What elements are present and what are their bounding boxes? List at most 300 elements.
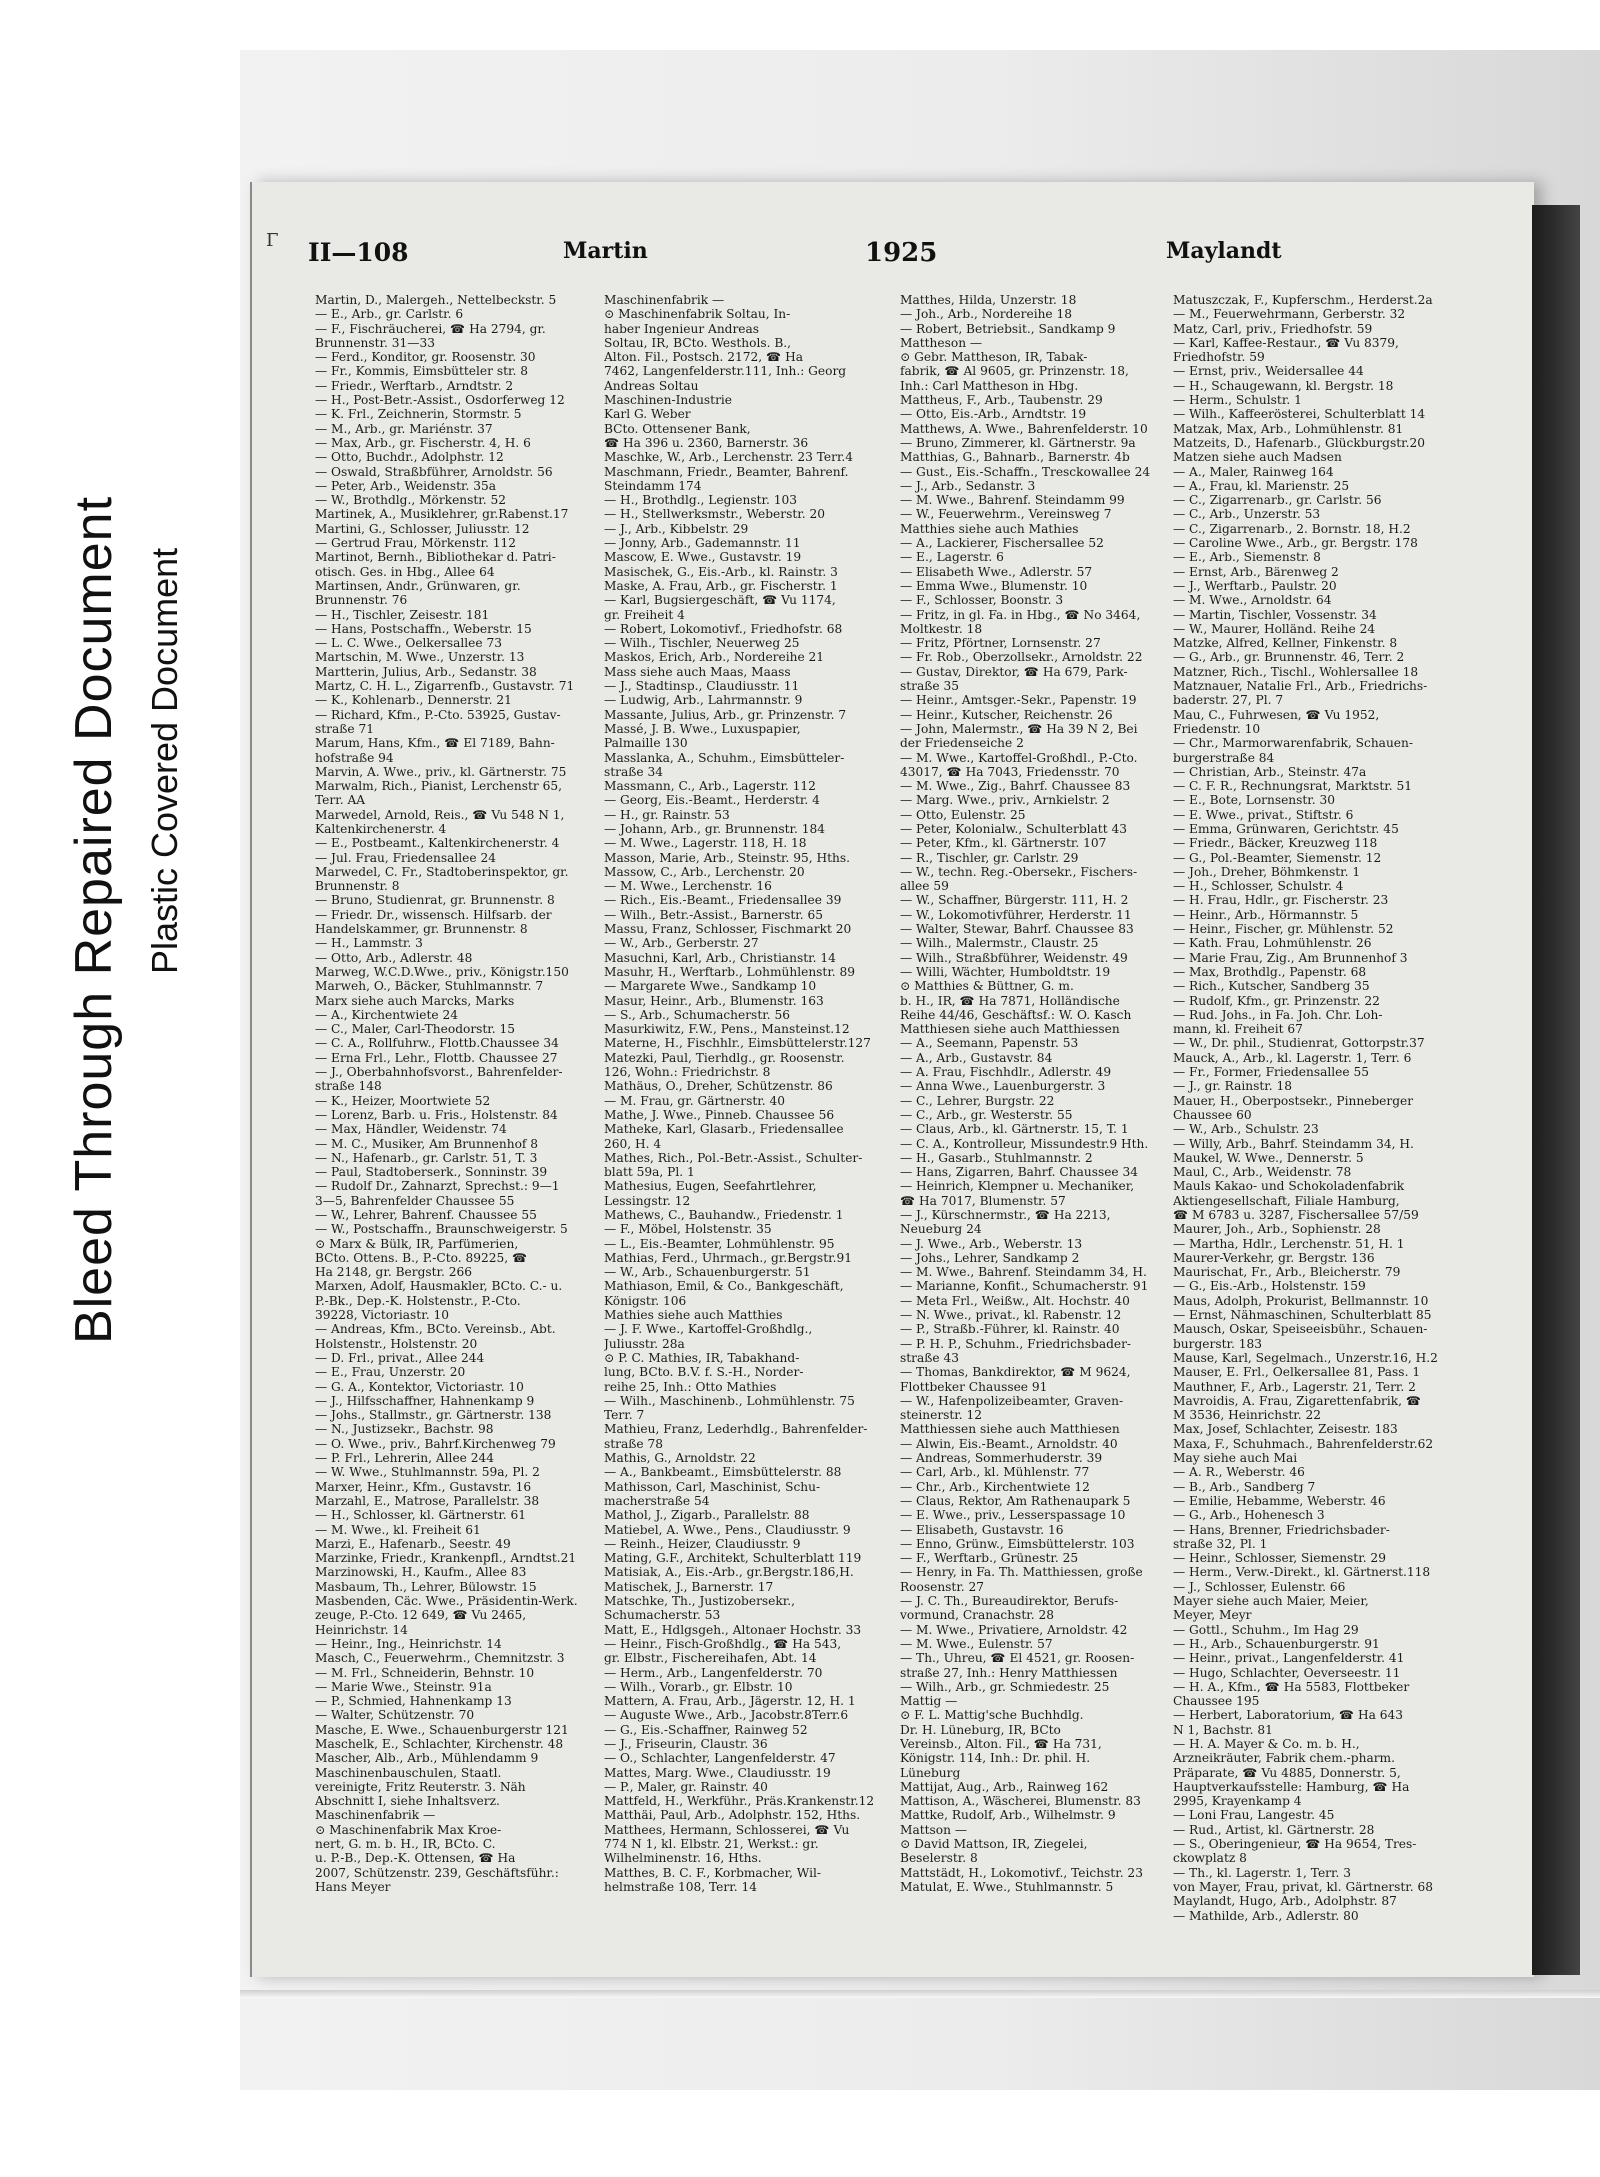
- directory-entry-line: — K., Heizer, Moortwiete 52: [315, 1093, 491, 1108]
- directory-entry-line: Massow, C., Arb., Lerchenstr. 20: [604, 864, 805, 879]
- directory-entry-line: hofstraße 94: [315, 750, 394, 765]
- directory-entry-line: — C. A., Rollfuhrw., Flottb.Chaussee 34: [315, 1036, 559, 1051]
- directory-entry-line: u. P.-B., Dep.-K. Ottensen, ☎ Ha: [315, 1851, 516, 1866]
- directory-entry-line: — E., Arb., Siemenstr. 8: [1173, 550, 1321, 565]
- directory-entry-line: Hauptverkaufsstelle: Hamburg, ☎ Ha: [1173, 1779, 1410, 1794]
- directory-entry-line: straße 43: [900, 1350, 959, 1365]
- directory-entry-line: Martinot, Bernh., Bibliothekar d. Patri-: [315, 550, 556, 565]
- directory-entry-line: Masurkiwitz, F.W., Pens., Mansteinst.12: [604, 1022, 850, 1037]
- directory-entry-line: — Hugo, Schlachter, Oeverseestr. 11: [1173, 1665, 1401, 1680]
- directory-entry-line: — Peter, Arb., Weidenstr. 35a: [315, 478, 496, 493]
- directory-entry-line: Mauck, A., Arb., kl. Lagerstr. 1, Terr. 6: [1173, 1050, 1412, 1065]
- directory-entry-line: — Paul, Stadtoberserk., Sonninstr. 39: [315, 1165, 548, 1180]
- directory-entry-line: — Otto, Eis.-Arb., Arndtstr. 19: [900, 407, 1087, 422]
- directory-entry-line: — P., Straßb.-Führer, kl. Rainstr. 40: [900, 1322, 1120, 1337]
- directory-entry-line: — C. F. R., Rechnungsrat, Marktstr. 51: [1173, 779, 1412, 794]
- directory-entry-line: Matezki, Paul, Tierhdlg., gr. Roosenstr.: [604, 1050, 845, 1065]
- directory-entry-line: Roosenstr. 27: [900, 1579, 985, 1594]
- directory-entry-line: — Henry, in Fa. Th. Matthiessen, große: [900, 1565, 1143, 1580]
- directory-entry-line: Mattfeld, H., Werkführ., Präs.Krankenstr.12: [604, 1794, 875, 1809]
- directory-entry-line: Mauls Kakao- und Schokoladenfabrik: [1173, 1179, 1405, 1194]
- directory-entry-line: Mattstädt, H., Lokomotivf., Teichstr. 23: [900, 1865, 1143, 1880]
- directory-entry-line: Palmaille 130: [604, 736, 688, 751]
- directory-entry-line: — E., Bote, Lornsenstr. 30: [1173, 793, 1336, 808]
- directory-entry-line: — Rud., Artist, kl. Gärtnerstr. 28: [1173, 1822, 1375, 1837]
- directory-entry-line: Mathol, J., Zigarb., Parallelstr. 88: [604, 1508, 810, 1523]
- directory-entry-line: Matthiesen siehe auch Matthiessen: [900, 1022, 1120, 1037]
- directory-entry-line: — W., Feuerwehrm., Vereinsweg 7: [900, 507, 1112, 522]
- directory-entry-line: Matschke, Th., Justizobersekr.,: [604, 1594, 795, 1609]
- directory-entry-line: Marx siehe auch Marcks, Marks: [315, 993, 515, 1008]
- directory-entry-line: Mauer, H., Oberpostsekr., Pinneberger: [1173, 1093, 1414, 1108]
- directory-entry-line: — O. Wwe., priv., Bahrf.Kirchenweg 79: [315, 1436, 556, 1451]
- directory-entry-line: — B., Arb., Sandberg 7: [1173, 1479, 1316, 1494]
- directory-entry-line: — Gottl., Schuhm., Im Hag 29: [1173, 1622, 1359, 1637]
- directory-entry-line: — Th., Uhreu, ☎ El 4521, gr. Roosen-: [900, 1651, 1135, 1666]
- directory-entry-line: — Ferd., Konditor, gr. Roosenstr. 30: [315, 350, 536, 365]
- directory-entry-line: Arzneikräuter, Fabrik chem.-pharm.: [1173, 1751, 1395, 1766]
- directory-entry-line: — M. Wwe., Kartoffel-Großhdl., P.-Cto.: [900, 750, 1138, 765]
- directory-entry-line: — H., Gasarb., Stuhlmannstr. 2: [900, 1150, 1093, 1165]
- directory-entry-line: — Gustav, Direktor, ☎ Ha 679, Park-: [900, 664, 1128, 679]
- directory-entry-line: — Heinr., Ing., Heinrichstr. 14: [315, 1636, 502, 1651]
- directory-entry-line: steinerstr. 12: [900, 1408, 983, 1423]
- directory-entry-line: — C., Arb., Unzerstr. 53: [1173, 507, 1321, 522]
- directory-entry-line: Masch, C., Feuerwehrm., Chemnitzstr. 3: [315, 1651, 565, 1666]
- directory-entry-line: Matt, E., Hdlgsgeh., Altonaer Hochstr. 33: [604, 1622, 862, 1637]
- directory-entry-line: — Georg, Eis.-Beamt., Herderstr. 4: [604, 793, 820, 808]
- directory-entry-line: Terr. 7: [604, 1408, 645, 1423]
- directory-entry-line: Matthees, Hermann, Schlosserei, ☎ Vu: [604, 1822, 850, 1837]
- directory-entry-line: — J. Wwe., Arb., Weberstr. 13: [900, 1236, 1083, 1251]
- directory-entry-line: Matzeits, D., Hafenarb., Glückburgstr.20: [1173, 435, 1426, 450]
- directory-entry-line: — Andreas, Kfm., BCto. Vereinsb., Abt.: [315, 1322, 556, 1337]
- directory-entry-line: — Emilie, Hebamme, Weberstr. 46: [1173, 1493, 1386, 1508]
- directory-entry-line: Matiebel, A. Wwe., Pens., Claudiusstr. 9: [604, 1522, 851, 1537]
- directory-entry-line: — A., Arb., Gustavstr. 84: [900, 1050, 1053, 1065]
- directory-entry-line: Marweh, O., Bäcker, Stuhlmannstr. 7: [315, 979, 544, 994]
- directory-entry-line: — Max, Brothdlg., Papenstr. 68: [1173, 964, 1367, 979]
- directory-entry-line: von Mayer, Frau, privat, kl. Gärtnerstr. 68: [1173, 1879, 1434, 1894]
- directory-entry-line: Juliusstr. 28a: [604, 1336, 685, 1351]
- directory-entry-line: Moltkestr. 18: [900, 621, 983, 636]
- directory-entry-line: Brunnenstr. 76: [315, 593, 408, 608]
- directory-entry-line: — Fr., Kommis, Eimsbütteler str. 8: [315, 364, 528, 379]
- directory-entry-line: Masbaum, Th., Lehrer, Bülowstr. 15: [315, 1579, 537, 1594]
- directory-entry-line: — M. Frau, gr. Gärtnerstr. 40: [604, 1093, 785, 1108]
- directory-entry-line: Matznauer, Natalie Frl., Arb., Friedrichs-: [1173, 679, 1428, 694]
- directory-entry-line: Mayer siehe auch Maier, Meier,: [1173, 1594, 1369, 1609]
- directory-entry-line: M 3536, Heinrichstr. 22: [1173, 1408, 1321, 1423]
- directory-entry-line: — Rudolf Dr., Zahnarzt, Sprechst.: 9—1: [315, 1179, 560, 1194]
- corner-mark: Γ: [266, 230, 279, 251]
- directory-entry-line: — R., Tischler, gr. Carlstr. 29: [900, 850, 1079, 865]
- directory-entry-line: Matthies siehe auch Mathies: [900, 521, 1079, 536]
- directory-entry-line: — Gertrud Frau, Mörkenstr. 112: [315, 536, 516, 551]
- directory-entry-line: Reihe 44/46, Geschäftsf.: W. O. Kasch: [900, 1007, 1132, 1022]
- directory-entry-line: — J., Friseurin, Claustr. 36: [604, 1736, 768, 1751]
- directory-entry-line: — W., Maurer, Holländ. Reihe 24: [1173, 621, 1376, 636]
- directory-entry-line: — K., Kohlenarb., Dennerstr. 21: [315, 693, 512, 708]
- directory-entry-line: — Ludwig, Arb., Lahrmannstr. 9: [604, 693, 803, 708]
- directory-entry-line: ⊙ Maschinenfabrik Max Kroe-: [315, 1822, 502, 1837]
- directory-entry-line: b. H., IR, ☎ Ha 7871, Holländische: [900, 993, 1120, 1008]
- directory-entry-line: Mascow, E. Wwe., Gustavstr. 19: [604, 550, 802, 565]
- directory-entry-line: — P., Maler, gr. Rainstr. 40: [604, 1779, 768, 1794]
- directory-entry-line: — Marianne, Konfit., Schumacherstr. 91: [900, 1279, 1149, 1294]
- directory-entry-line: Marwedel, Arnold, Reis., ☎ Vu 548 N 1,: [315, 807, 565, 822]
- directory-entry-line: — Otto, Eulenstr. 25: [900, 807, 1026, 822]
- directory-entry-line: — A. R., Weberstr. 46: [1173, 1465, 1305, 1480]
- directory-entry-line: der Friedenseiche 2: [900, 736, 1024, 751]
- directory-entry-line: Maus, Adolph, Prokurist, Bellmannstr. 10: [1173, 1293, 1429, 1308]
- directory-entry-line: Mathies siehe auch Matthies: [604, 1308, 783, 1323]
- directory-entry-line: Mathesius, Eugen, Seefahrtlehrer,: [604, 1179, 817, 1194]
- directory-entry-line: — Marg. Wwe., priv., Arnkielstr. 2: [900, 793, 1110, 808]
- directory-entry-line: lung, BCto. B.V. f. S.-H., Norder-: [604, 1365, 804, 1380]
- directory-entry-line: — Peter, Kfm., kl. Gärtnerstr. 107: [900, 836, 1107, 851]
- directory-entry-line: Martz, C. H. L., Zigarrenfb., Gustavstr. 71: [315, 679, 575, 694]
- directory-entry-line: — E. Wwe., priv., Lesserspassage 10: [900, 1508, 1126, 1523]
- directory-entry-line: Mattig —: [900, 1694, 958, 1709]
- directory-entry-line: — Fr., Former, Friedensallee 55: [1173, 1065, 1369, 1080]
- directory-entry-line: — Margarete Wwe., Sandkamp 10: [604, 979, 817, 994]
- directory-entry-line: — J., Schlosser, Eulenstr. 66: [1173, 1579, 1346, 1594]
- directory-entry-line: straße 35: [900, 679, 959, 694]
- directory-entry-line: — M., Arb., gr. Mariénstr. 37: [315, 421, 493, 436]
- directory-entry-line: otisch. Ges. in Hbg., Allee 64: [315, 564, 495, 579]
- directory-entry-line: — M. Frl., Schneiderin, Behnstr. 10: [315, 1665, 535, 1680]
- directory-entry-line: — H. A., Kfm., ☎ Ha 5583, Flottbeker: [1173, 1679, 1410, 1694]
- directory-entry-line: Karl G. Weber: [604, 407, 691, 422]
- directory-entry-line: — Richard, Kfm., P.-Cto. 53925, Gustav-: [315, 707, 561, 722]
- directory-entry-line: reihe 25, Inh.: Otto Mathies: [604, 1379, 777, 1394]
- directory-entry-line: ⊙ F. L. Mattig'sche Buchhdlg.: [900, 1708, 1084, 1723]
- directory-entry-line: Mathews, C., Bauhandw., Friedenstr. 1: [604, 1208, 844, 1222]
- directory-entry-line: Brunnenstr. 31—33: [315, 335, 435, 350]
- directory-entry-line: Mathias, Ferd., Uhrmach., gr.Bergstr.91: [604, 1250, 852, 1265]
- directory-entry-line: Heinrichstr. 14: [315, 1622, 408, 1637]
- directory-entry-line: Chaussee 195: [1173, 1694, 1260, 1709]
- directory-entry-line: — Joh., Arb., Nordereihe 18: [900, 307, 1073, 322]
- directory-entry-line: N 1, Bachstr. 81: [1173, 1722, 1273, 1737]
- directory-entry-line: — Max, Arb., gr. Fischerstr. 4, H. 6: [315, 435, 531, 450]
- directory-entry-line: — C., Lehrer, Burgstr. 22: [900, 1093, 1055, 1108]
- directory-entry-line: ⊙ Matthies & Büttner, G. m.: [900, 979, 1074, 994]
- stamp-line-1: Bleed Through Repaired Document: [65, 495, 123, 1345]
- directory-entry-line: ckowplatz 8: [1173, 1851, 1247, 1866]
- directory-entry-line: — Marie Wwe., Steinstr. 91a: [315, 1679, 492, 1694]
- directory-entry-line: Königstr. 106: [604, 1293, 687, 1308]
- directory-entry-line: Maurer, Joh., Arb., Sophienstr. 28: [1173, 1222, 1381, 1237]
- directory-entry-line: straße 32, Pl. 1: [1173, 1536, 1268, 1551]
- directory-entry-line: — H. A. Mayer & Co. m. b. H.,: [1173, 1736, 1360, 1751]
- directory-entry-line: Martini, G., Schlosser, Juliusstr. 12: [315, 521, 530, 536]
- directory-entry-line: Masuhr, H., Werftarb., Lohmühlenstr. 89: [604, 964, 856, 979]
- directory-entry-line: Maschinenfabrik —: [604, 293, 725, 307]
- directory-entry-line: Mattern, A. Frau, Arb., Jägerstr. 12, H. 1: [604, 1694, 856, 1709]
- directory-entry-line: — Karl, Kaffee-Restaur., ☎ Vu 8379,: [1173, 335, 1399, 350]
- directory-entry-line: Matuszczak, F., Kupferschm., Herderst.2a: [1173, 293, 1433, 307]
- directory-entry-line: Marum, Hans, Kfm., ☎ El 7189, Bahn-: [315, 736, 555, 751]
- directory-entry-line: — Wilh., Kaffeerösterei, Schulterblatt 14: [1173, 407, 1426, 422]
- directory-entry-line: — Herm., Arb., Langenfelderstr. 70: [604, 1665, 823, 1680]
- directory-entry-line: — Thomas, Bankdirektor, ☎ M 9624,: [900, 1365, 1131, 1380]
- directory-entry-line: — Heinr., Fischer, gr. Mühlenstr. 52: [1173, 922, 1394, 937]
- directory-entry-line: — Heinrich, Klempner u. Mechaniker,: [900, 1179, 1135, 1194]
- directory-entry-line: Dr. H. Lüneburg, IR, BCto: [900, 1722, 1061, 1737]
- directory-entry-line: — M. Wwe., Arnoldstr. 64: [1173, 593, 1332, 608]
- directory-entry-line: — Rich., Eis.-Beamt., Friedensallee 39: [604, 893, 842, 908]
- header-year: 1925: [865, 238, 938, 268]
- directory-entry-line: — F., Fischräucherei, ☎ Ha 2794, gr.: [315, 321, 546, 336]
- directory-entry-line: gr. Freiheit 4: [604, 607, 685, 622]
- directory-entry-line: Marwedel, C. Fr., Stadtoberinspektor, gr.: [315, 864, 569, 879]
- directory-entry-line: Neueburg 24: [900, 1222, 982, 1237]
- directory-entry-line: burgerstraße 84: [1173, 750, 1275, 765]
- directory-entry-line: — H., Brothdlg., Legienstr. 103: [604, 493, 798, 508]
- directory-entry-line: Masur, Heinr., Arb., Blumenstr. 163: [604, 993, 824, 1008]
- directory-entry-line: — Caroline Wwe., Arb., gr. Bergstr. 178: [1173, 536, 1418, 551]
- directory-entry-line: Mathiason, Emil, & Co., Bankgeschäft,: [604, 1279, 844, 1294]
- directory-entry-line: ☎ Ha 7017, Blumenstr. 57: [900, 1193, 1066, 1208]
- directory-entry-line: — Friedr. Dr., wissensch. Hilfsarb. der: [315, 907, 552, 922]
- directory-entry-line: Marwalm, Rich., Pianist, Lerchenstr 65,: [315, 779, 562, 794]
- directory-entry-line: Massante, Julius, Arb., gr. Prinzenstr. 7: [604, 707, 847, 722]
- directory-entry-line: — W., Lokomotivführer, Herderstr. 11: [900, 907, 1132, 922]
- directory-entry-line: Schumacherstr. 53: [604, 1608, 721, 1623]
- directory-entry-line: Maske, A. Frau, Arb., gr. Fischerstr. 1: [604, 578, 838, 593]
- directory-entry-line: — Chr., Marmorwarenfabrik, Schauen-: [1173, 736, 1413, 751]
- directory-entry-line: Marzinke, Friedr., Krankenpfl., Arndtst.21: [315, 1551, 577, 1566]
- directory-entry-line: Marzahl, E., Matrose, Parallelstr. 38: [315, 1493, 540, 1508]
- directory-entry-line: vormund, Cranachstr. 28: [900, 1608, 1054, 1623]
- directory-entry-line: — P., Schmied, Hahnenkamp 13: [315, 1694, 512, 1709]
- directory-entry-line: Mattheus, F., Arb., Taubenstr. 29: [900, 393, 1103, 408]
- directory-entry-line: Massmann, C., Arb., Lagerstr. 112: [604, 779, 816, 794]
- directory-entry-line: Alton. Fil., Postsch. 2172, ☎ Ha: [604, 350, 803, 365]
- directory-entry-line: — C. A., Kontrolleur, Missundestr.9 Hth.: [900, 1136, 1149, 1151]
- directory-entry-line: — Heinr., Amtsger.-Sekr., Papenstr. 19: [900, 693, 1137, 708]
- directory-entry-line: — H., Stellwerksmstr., Weberstr. 20: [604, 507, 825, 522]
- directory-entry-line: — S., Oberingenieur, ☎ Ha 9654, Tres-: [1173, 1837, 1417, 1852]
- directory-entry-line: — Ernst, Nähmaschinen, Schulterblatt 85: [1173, 1308, 1432, 1323]
- directory-entry-line: — Friedr., Werftarb., Arndtstr. 2: [315, 378, 514, 393]
- directory-entry-line: Mattke, Rudolf, Arb., Wilhelmstr. 9: [900, 1808, 1116, 1823]
- directory-entry-line: zeuge, P.-Cto. 12 649, ☎ Vu 2465,: [315, 1608, 527, 1623]
- directory-entry-line: — M. C., Musiker, Am Brunnenhof 8: [315, 1136, 539, 1151]
- directory-entry-line: — Anna Wwe., Lauenburgerstr. 3: [900, 1079, 1106, 1094]
- directory-entry-line: Andreas Soltau: [604, 378, 699, 393]
- directory-entry-line: Holstenstr., Holstenstr. 20: [315, 1336, 478, 1351]
- directory-entry-line: Mattheson —: [900, 335, 983, 350]
- directory-entry-line: — Kath. Frau, Lohmühlenstr. 26: [1173, 936, 1372, 951]
- directory-entry-line: Martinsen, Andr., Grünwaren, gr.: [315, 578, 521, 593]
- directory-entry-line: Terr. AA: [315, 793, 366, 808]
- directory-entry-line: Friedenstr. 10: [1173, 721, 1261, 736]
- directory-entry-line: — M. Wwe., kl. Freiheit 61: [315, 1522, 481, 1537]
- directory-entry-line: Maschinen-Industrie: [604, 393, 733, 408]
- directory-entry-line: — M. Wwe., Bahrenf. Steindamm 99: [900, 493, 1125, 508]
- directory-entry-line: Materne, H., Fischhlr., Eimsbüttelerstr.127: [604, 1036, 871, 1051]
- directory-entry-line: straße 71: [315, 721, 374, 736]
- directory-column-2: [604, 293, 891, 1965]
- directory-entry-line: Handelskammer, gr. Brunnenstr. 8: [315, 922, 528, 937]
- directory-entry-line: Maurischat, Fr., Arb., Bleicherstr. 79: [1173, 1265, 1401, 1280]
- directory-entry-line: — Herbert, Laboratorium, ☎ Ha 643: [1173, 1708, 1404, 1723]
- directory-entry-line: — Karl, Bugsiergeschäft, ☎ Vu 1174,: [604, 593, 836, 608]
- directory-entry-line: — C., Maler, Carl-Theodorstr. 15: [315, 1022, 516, 1037]
- directory-entry-line: — Joh., Dreher, Böhmkenstr. 1: [1173, 864, 1361, 879]
- directory-entry-line: — Claus, Rektor, Am Rathenaupark 5: [900, 1493, 1131, 1508]
- directory-entry-line: — W., Arb., Gerberstr. 27: [604, 936, 759, 951]
- directory-entry-line: — Elisabeth Wwe., Adlerstr. 57: [900, 564, 1093, 579]
- directory-entry-line: Matzak, Max, Arb., Lohmühlenstr. 81: [1173, 421, 1404, 436]
- directory-entry-line: Ha 2148, gr. Bergstr. 266: [315, 1265, 473, 1280]
- directory-entry-line: Mavroidis, A. Frau, Zigarettenfabrik, ☎: [1173, 1393, 1422, 1408]
- directory-entry-line: — F., Schlosser, Boonstr. 3: [900, 593, 1064, 608]
- directory-entry-line: — Andreas, Sommerhuderstr. 39: [900, 1451, 1103, 1466]
- directory-entry-line: — O., Schlachter, Langenfelderstr. 47: [604, 1751, 836, 1766]
- directory-entry-line: — Otto, Arb., Adlerstr. 48: [315, 950, 473, 965]
- directory-entry-line: Maschinenfabrik —: [315, 1808, 436, 1823]
- directory-entry-line: — Rich., Kutscher, Sandberg 35: [1173, 979, 1370, 994]
- directory-entry-line: — G., Arb., gr. Brunnenstr. 46, Terr. 2: [1173, 650, 1405, 665]
- directory-entry-line: — Hans, Brenner, Friedrichsbader-: [1173, 1522, 1390, 1537]
- directory-entry-line: — W., Lehrer, Bahrenf. Chaussee 55: [315, 1208, 537, 1222]
- directory-entry-line: straße 78: [604, 1436, 663, 1451]
- directory-entry-line: Wilhelminenstr. 16, Hths.: [604, 1851, 762, 1866]
- directory-entry-line: — Walter, Schützenstr. 70: [315, 1708, 475, 1723]
- directory-entry-line: — Mathilde, Arb., Adlerstr. 80: [1173, 1908, 1359, 1923]
- directory-entry-line: baderstr. 27, Pl. 7: [1173, 693, 1284, 708]
- directory-entry-line: Matheke, Karl, Glasarb., Friedensallee: [604, 1122, 844, 1137]
- directory-entry-line: — Johs., Stallmstr., gr. Gärtnerstr. 138: [315, 1408, 552, 1423]
- directory-entry-line: Martschin, M. Wwe., Unzerstr. 13: [315, 650, 525, 665]
- directory-entry-line: Matischek, J., Barnerstr. 17: [604, 1579, 774, 1594]
- directory-entry-line: — Carl, Arb., kl. Mühlenstr. 77: [900, 1465, 1090, 1480]
- directory-entry-line: — Fritz, Pförtner, Lornsenstr. 27: [900, 636, 1101, 651]
- directory-entry-line: — Oswald, Straßbführer, Arnoldstr. 56: [315, 464, 553, 479]
- directory-entry-line: — Alwin, Eis.-Beamt., Arnoldstr. 40: [900, 1436, 1118, 1451]
- directory-entry-line: 2007, Schützenstr. 239, Geschäftsführ.:: [315, 1865, 559, 1880]
- directory-entry-line: — Herm., Schulstr. 1: [1173, 393, 1302, 408]
- directory-entry-line: Marzi, E., Hafenarb., Seestr. 49: [315, 1536, 511, 1551]
- header-last-entry: Maylandt: [1166, 238, 1282, 264]
- directory-entry-line: Meyer, Meyr: [1173, 1608, 1252, 1623]
- directory-entry-line: — Martin, Tischler, Vossenstr. 34: [1173, 607, 1377, 622]
- directory-entry-line: Mathe, J. Wwe., Pinneb. Chaussee 56: [604, 1107, 835, 1122]
- directory-entry-line: — H., Arb., Schauenburgerstr. 91: [1173, 1636, 1380, 1651]
- page-header: [268, 238, 1520, 278]
- directory-entry-line: ⊙ Maschinenfabrik Soltau, In-: [604, 307, 791, 322]
- directory-entry-line: — Hans, Postschaffn., Weberstr. 15: [315, 621, 532, 636]
- scan-bottom-shadow: [240, 1990, 1600, 1998]
- directory-entry-line: gr. Elbstr., Fischereihafen, Abt. 14: [604, 1651, 817, 1666]
- directory-entry-line: allee 59: [900, 879, 949, 894]
- directory-entry-line: ☎ Ha 396 u. 2360, Barnerstr. 36: [604, 435, 809, 450]
- page-binding-edge: [1532, 205, 1580, 1975]
- stamp-line-2: Plastic Covered Document: [144, 547, 185, 975]
- directory-entry-line: ⊙ Marx & Bülk, IR, Parfümerien,: [315, 1236, 519, 1251]
- directory-entry-line: — M. Wwe., Lagerstr. 118, H. 18: [604, 836, 807, 851]
- directory-entry-line: ☎ M 6783 u. 3287, Fischersallee 57/59: [1173, 1208, 1419, 1222]
- page-number: II—108: [308, 238, 409, 267]
- directory-entry-line: macherstraße 54: [604, 1493, 710, 1508]
- directory-entry-line: — Johs., Lehrer, Sandkamp 2: [900, 1250, 1080, 1265]
- directory-entry-line: 260, H. 4: [604, 1136, 662, 1151]
- directory-column-3: [900, 293, 1182, 1965]
- directory-entry-line: — W., Arb., Schulstr. 23: [1173, 1122, 1319, 1137]
- directory-entry-line: — W., Postschaffn., Braunschweigerstr. 5: [315, 1222, 568, 1237]
- directory-entry-line: Mathis, G., Arnoldstr. 22: [604, 1451, 756, 1466]
- directory-entry-line: — G., Arb., Hohenesch 3: [1173, 1508, 1325, 1523]
- directory-entry-line: — N., Justizsekr., Bachstr. 98: [315, 1422, 494, 1437]
- directory-entry-line: Mathäus, O., Dreher, Schützenstr. 86: [604, 1079, 833, 1094]
- directory-entry-line: — Walter, Stewar, Bahrf. Chaussee 83: [900, 922, 1134, 937]
- directory-entry-line: — Heinr., Fisch-Großhdlg., ☎ Ha 543,: [604, 1636, 842, 1651]
- directory-entry-line: Marweg, W.C.D.Wwe., priv., Königstr.150: [315, 964, 569, 979]
- directory-entry-line: — Robert, Betriebsit., Sandkamp 9: [900, 321, 1116, 336]
- directory-entry-line: Maskos, Erich, Arb., Nordereihe 21: [604, 650, 825, 665]
- directory-entry-line: Matthäi, Paul, Arb., Adolphstr. 152, Hths.: [604, 1808, 861, 1823]
- directory-entry-line: Massu, Franz, Schlosser, Fischmarkt 20: [604, 922, 852, 937]
- directory-entry-line: — Jonny, Arb., Gademannstr. 11: [604, 536, 801, 551]
- directory-entry-line: — Willi, Wächter, Humboldtstr. 19: [900, 964, 1111, 979]
- directory-entry-line: burgerstr. 183: [1173, 1336, 1262, 1351]
- directory-entry-line: — Wilh., Vorarb., gr. Elbstr. 10: [604, 1679, 793, 1694]
- directory-entry-line: Matthes, B. C. F., Korbmacher, Wil-: [604, 1865, 822, 1880]
- directory-entry-line: — G., Eis.-Schaffner, Rainweg 52: [604, 1722, 808, 1737]
- directory-entry-line: — H., gr. Rainstr. 53: [604, 807, 730, 822]
- directory-entry-line: Brunnenstr. 8: [315, 879, 400, 894]
- directory-entry-line: Mass siehe auch Maas, Maass: [604, 664, 791, 679]
- directory-entry-line: — A., Lackierer, Fischersallee 52: [900, 536, 1104, 551]
- directory-entry-line: straße 148: [315, 1079, 382, 1094]
- directory-entry-line: straße 27, Inh.: Henry Matthiessen: [900, 1665, 1118, 1680]
- directory-entry-line: — Johann, Arb., gr. Brunnenstr. 184: [604, 821, 825, 836]
- directory-entry-line: Mattson —: [900, 1822, 968, 1837]
- directory-entry-line: — Rudolf, Kfm., gr. Prinzenstr. 22: [1173, 993, 1380, 1008]
- directory-entry-line: — Christian, Arb., Steinstr. 47a: [1173, 764, 1367, 779]
- directory-entry-line: BCto. Ottens. B., P.-Cto. 89225, ☎: [315, 1250, 528, 1265]
- directory-entry-line: P.-Bk., Dep.-K. Holstenstr., P.-Cto.: [315, 1293, 521, 1308]
- directory-entry-line: Masslanka, A., Schuhm., Eimsbütteler-: [604, 750, 845, 765]
- directory-entry-line: 39228, Victoriastr. 10: [315, 1308, 449, 1323]
- directory-entry-line: Marxen, Adolf, Hausmakler, BCto. C.- u.: [315, 1279, 563, 1294]
- directory-entry-line: — Wilh., Malermstr., Claustr. 25: [900, 936, 1099, 951]
- directory-entry-line: — A. Frau, Fischhdlr., Adlerstr. 49: [900, 1065, 1112, 1080]
- directory-entry-line: — N. Wwe., privat., kl. Rabenstr. 12: [900, 1308, 1122, 1323]
- directory-entry-line: — Fritz, in gl. Fa. in Hbg., ☎ No 3464,: [900, 607, 1141, 622]
- directory-entry-line: Mathisson, Carl, Maschinist, Schu-: [604, 1479, 821, 1494]
- directory-column-4: [1173, 293, 1478, 1965]
- directory-entry-line: — Heinr., Kutscher, Reichenstr. 26: [900, 707, 1113, 722]
- directory-entry-line: — Chr., Arb., Kirchentwiete 12: [900, 1479, 1090, 1494]
- directory-entry-line: Massé, J. B. Wwe., Luxuspapier,: [604, 721, 801, 736]
- directory-entry-line: — A., Frau, kl. Marienstr. 25: [1173, 478, 1350, 493]
- directory-entry-line: fabrik, ☎ Al 9605, gr. Prinzenstr. 18,: [900, 364, 1129, 379]
- directory-entry-line: — C., Arb., gr. Westerstr. 55: [900, 1107, 1073, 1122]
- directory-entry-line: ⊙ Gebr. Mattheson, IR, Tabak-: [900, 350, 1088, 365]
- directory-entry-line: vereinigte, Fritz Reuterstr. 3. Näh: [315, 1779, 526, 1794]
- directory-entry-line: Maul, C., Arb., Weidenstr. 78: [1173, 1165, 1352, 1180]
- directory-entry-line: — H., Lammstr. 3: [315, 936, 423, 951]
- directory-entry-line: — Fr. Rob., Oberzollsekr., Arnoldstr. 22: [900, 650, 1143, 665]
- directory-entry-line: Martin, D., Malergeh., Nettelbeckstr. 5: [315, 293, 557, 307]
- directory-entry-line: Abschnitt I, siehe Inhaltsverz.: [315, 1794, 500, 1809]
- directory-entry-line: — Claus, Arb., kl. Gärtnerstr. 15, T. 1: [900, 1122, 1129, 1137]
